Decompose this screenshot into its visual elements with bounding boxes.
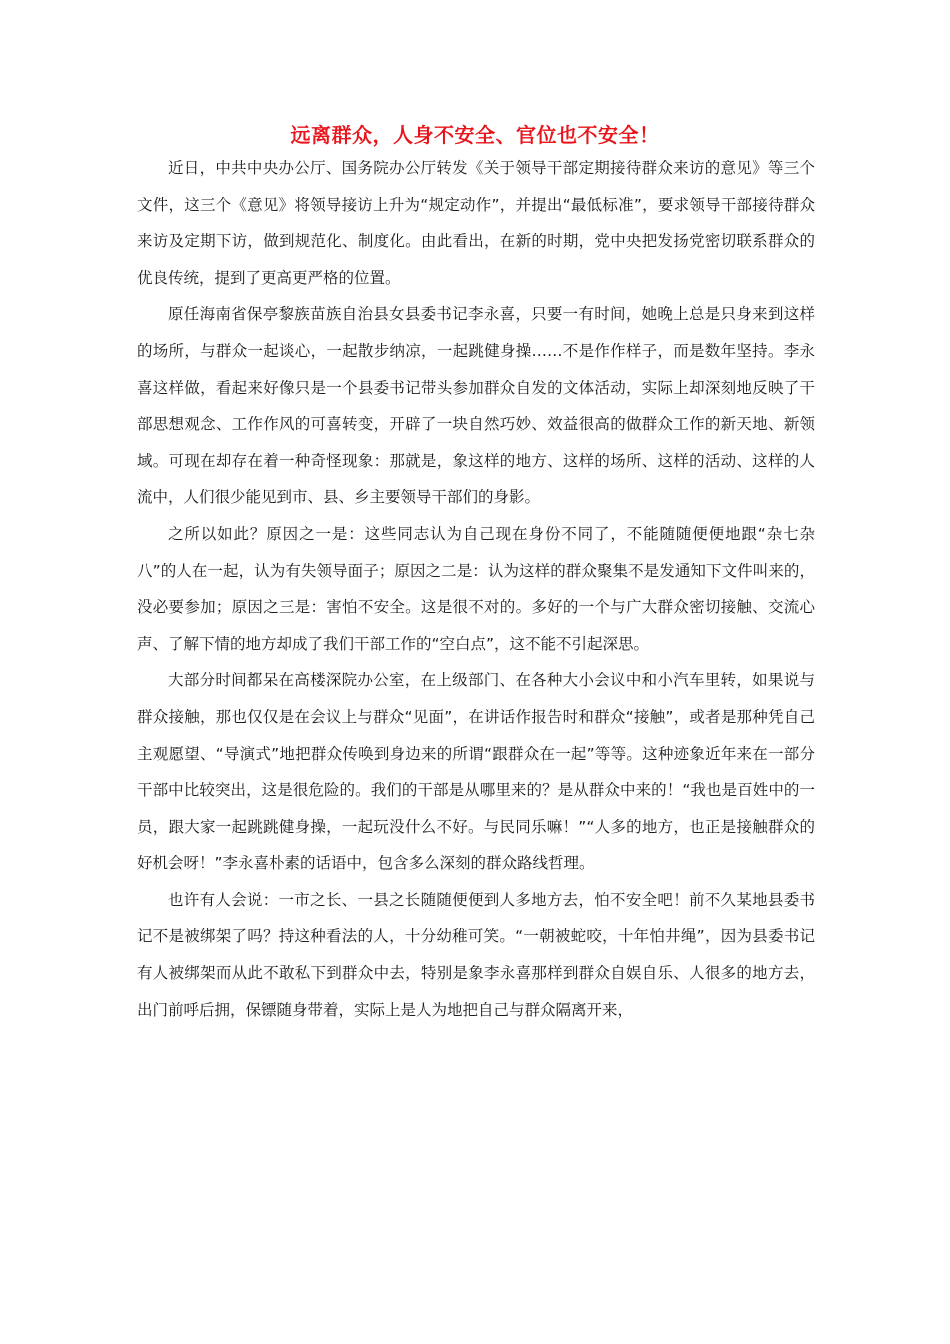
document-title: 远离群众，人身不安全、官位也不安全！ bbox=[290, 123, 660, 147]
paragraph-4: 大部分时间都呆在高楼深院办公室，在上级部门、在各种大小会议中和小汽车里转，如果说与群众接触，那也仅仅是在会议上与群众“见面”，在讲话作报告时和群众“接触”，或者是那种凭自己主观愿望、“导演式”地把群众传唤到身边来的所谓“跟群众在一起”等等。这种迹象近年来在一部分干部中比较突出，这是很危险的。我们的干部是从哪里来的？是从群众中来的！“我也是百姓中的一员，跟大家一起跳跳健身操，一起玩没什么不好。与民同乐嘛！”“人多的地方，也正是接触群众的好机会呀！”李永喜朴素的话语中，包含多么深刻的群众路线哲理。 bbox=[137, 671, 815, 873]
paragraph-2: 原任海南省保亭黎族苗族自治县女县委书记李永喜，只要一有时间，她晚上总是只身来到这样的场所，与群众一起谈心，一起散步纳凉，一起跳健身操……不是作作样子，而是数年坚持。李永喜这样做，看起来好像只是一个县委书记带头参加群众自发的文体活动，实际上却深刻地反映了干部思想观念、工作作风的可喜转变，开辟了一块自然巧妙、效益很高的做群众工作的新天地、新领域。可现在却存在着一种奇怪现象：那就是，象这样的地方、这样的场所、这样的活动、这样的人流中，人们很少能见到市、县、乡主要领导干部们的身影。 bbox=[137, 305, 815, 507]
paragraph-1: 近日，中共中央办公厅、国务院办公厅转发《关于领导干部定期接待群众来访的意见》等三个文件，这三个《意见》将领导接访上升为“规定动作”，并提出“最低标准”，要求领导干部接待群众来访及定期下访，做到规范化、制度化。由此看出，在新的时期，党中央把发扬党密切联系群众的优良传统，提到了更高更严格的位置。 bbox=[137, 159, 815, 287]
paragraph-5: 也许有人会说：一市之长、一县之长随随便便到人多地方去，怕不安全吧！前不久某地县委书记不是被绑架了吗？持这种看法的人，十分幼稚可笑。“一朝被蛇咬，十年怕井绳”，因为县委书记有人被绑架而从此不敢私下到群众中去，特别是象李永喜那样到群众自娱自乐、人很多的地方去，出门前呼后拥，保镖随身带着，实际上是人为地把自己与群众隔离开来， bbox=[137, 890, 815, 1019]
document-body bbox=[137, 150, 815, 1028]
paragraph-3: 之所以如此？原因之一是：这些同志认为自己现在身份不同了，不能随随便便地跟“杂七杂八”的人在一起，认为有失领导面子；原因之二是：认为这样的群众聚集不是发通知下文件叫来的，没必要参加；原因之三是：害怕不安全。这是很不对的。多好的一个与广大群众密切接触、交流心声、了解下情的地方却成了我们干部工作的“空白点”，这不能不引起深思。 bbox=[137, 524, 815, 653]
